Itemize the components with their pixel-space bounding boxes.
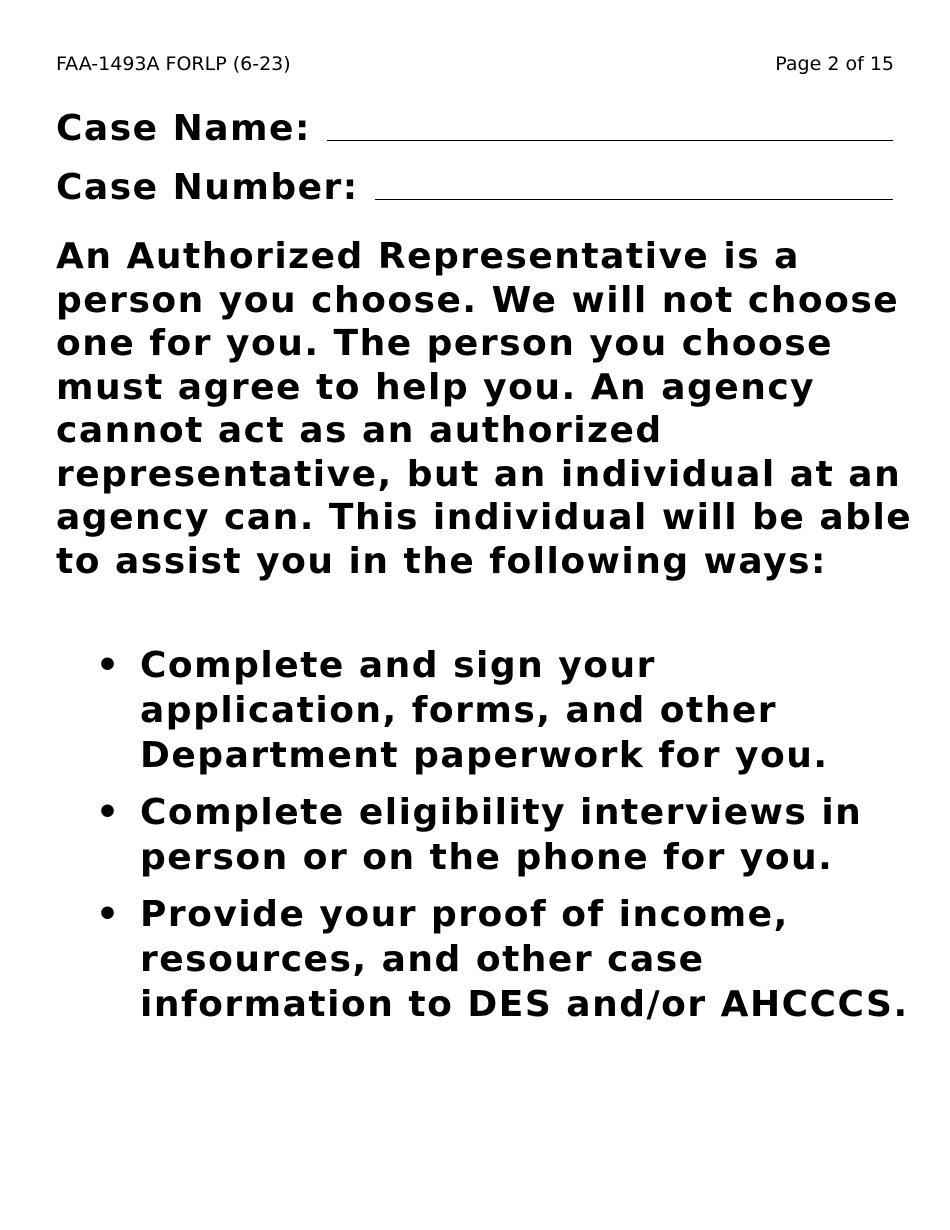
case-number-label: Case Number:	[56, 167, 359, 208]
list-item-text: Complete and sign your application, forms, and other Department paperwork for you.	[140, 645, 829, 776]
list-item-text: Complete eligibility interviews in person or on the phone for you.	[140, 792, 863, 878]
assistance-list	[56, 643, 916, 1039]
intro-paragraph: An Authorized Representative is a person you choose. We will not choose one for you. The person you choose must agree to help you. An agency cannot act as an authorized representative, but an individual at an agency can. This individual will be able to assist you in the following ways:	[56, 236, 913, 582]
page-header	[56, 52, 894, 76]
case-name-field[interactable]	[327, 139, 893, 141]
page-number: Page 2 of 15	[775, 53, 894, 75]
case-number-field[interactable]	[375, 198, 893, 200]
list-item	[56, 790, 916, 880]
list-item-text: Provide your proof of income, resources, and other case information to DES and/or AHCCCS.	[140, 894, 909, 1025]
case-name-label: Case Name:	[56, 108, 311, 149]
bullet-icon: •	[96, 792, 121, 833]
case-name-row	[56, 107, 893, 151]
case-number-row	[56, 166, 893, 210]
form-id: FAA-1493A FORLP (6-23)	[56, 53, 291, 75]
bullet-icon: •	[96, 894, 121, 935]
list-item	[56, 643, 916, 778]
list-item	[56, 892, 916, 1027]
bullet-icon: •	[96, 645, 121, 686]
